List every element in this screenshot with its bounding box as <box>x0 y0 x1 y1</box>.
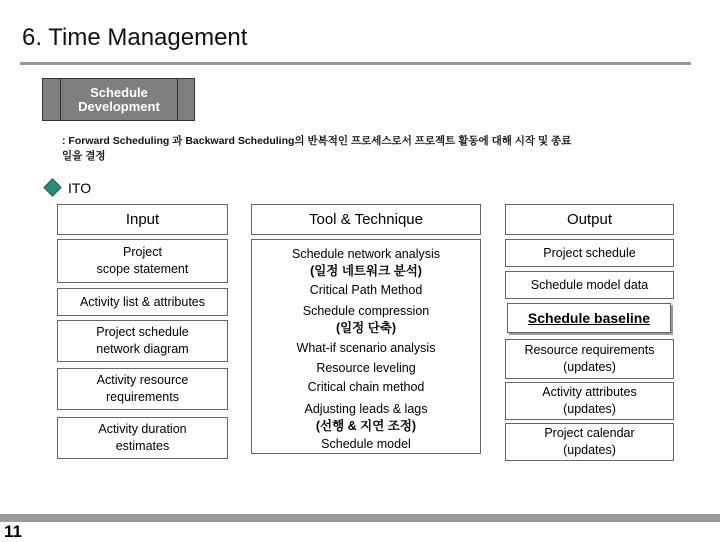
process-box <box>42 78 195 121</box>
input-item: Activity duration estimates <box>57 417 228 459</box>
process-box-label: Schedule Development <box>60 78 178 121</box>
output-item: Activity attributes (updates) <box>505 382 674 420</box>
footer-bar <box>0 514 720 522</box>
tool-item: Schedule compression <box>302 304 430 318</box>
output-item: Schedule baseline <box>507 303 671 333</box>
page-title: 6. Time Management <box>22 24 248 51</box>
tool-item: Resource leveling <box>316 361 416 375</box>
tool-item: Adjusting leads & lags <box>304 402 428 416</box>
output-item: Project schedule <box>505 239 674 267</box>
tool-item: Critical chain method <box>307 380 425 394</box>
tool-item: Critical Path Method <box>309 283 423 297</box>
output-header: Output <box>505 204 674 235</box>
output-item: Project calendar (updates) <box>505 423 674 461</box>
output-item: Schedule model data <box>505 271 674 299</box>
output-item: Resource requirements (updates) <box>505 339 674 379</box>
tool-item: What-if scenario analysis <box>296 341 436 355</box>
title-divider <box>20 62 691 65</box>
input-item: Activity list & attributes <box>57 288 228 316</box>
tools-list <box>251 239 481 454</box>
tool-item: (일정 단축) <box>335 321 397 335</box>
tools-header: Tool & Technique <box>251 204 481 235</box>
tool-item: (일정 네트워크 분석) <box>310 264 422 278</box>
tool-item: Schedule network analysis <box>292 247 440 261</box>
tool-item: (선행 & 지연 조정) <box>315 419 417 433</box>
bullet-diamond-icon <box>43 178 61 196</box>
input-header: Input <box>57 204 228 235</box>
input-item: Project scope statement <box>57 239 228 283</box>
input-item: Activity resource requirements <box>57 368 228 410</box>
ito-label: ITO <box>68 180 92 196</box>
tool-item: Schedule model <box>321 437 411 451</box>
process-description: : Forward Scheduling 과 Backward Scheduling의 반복적인 프로세스로서 프로젝트 활동에 대해 시작 및 종료 일을 결정 <box>62 135 572 162</box>
page-number: 11 <box>4 522 22 541</box>
input-item: Project schedule network diagram <box>57 320 228 362</box>
